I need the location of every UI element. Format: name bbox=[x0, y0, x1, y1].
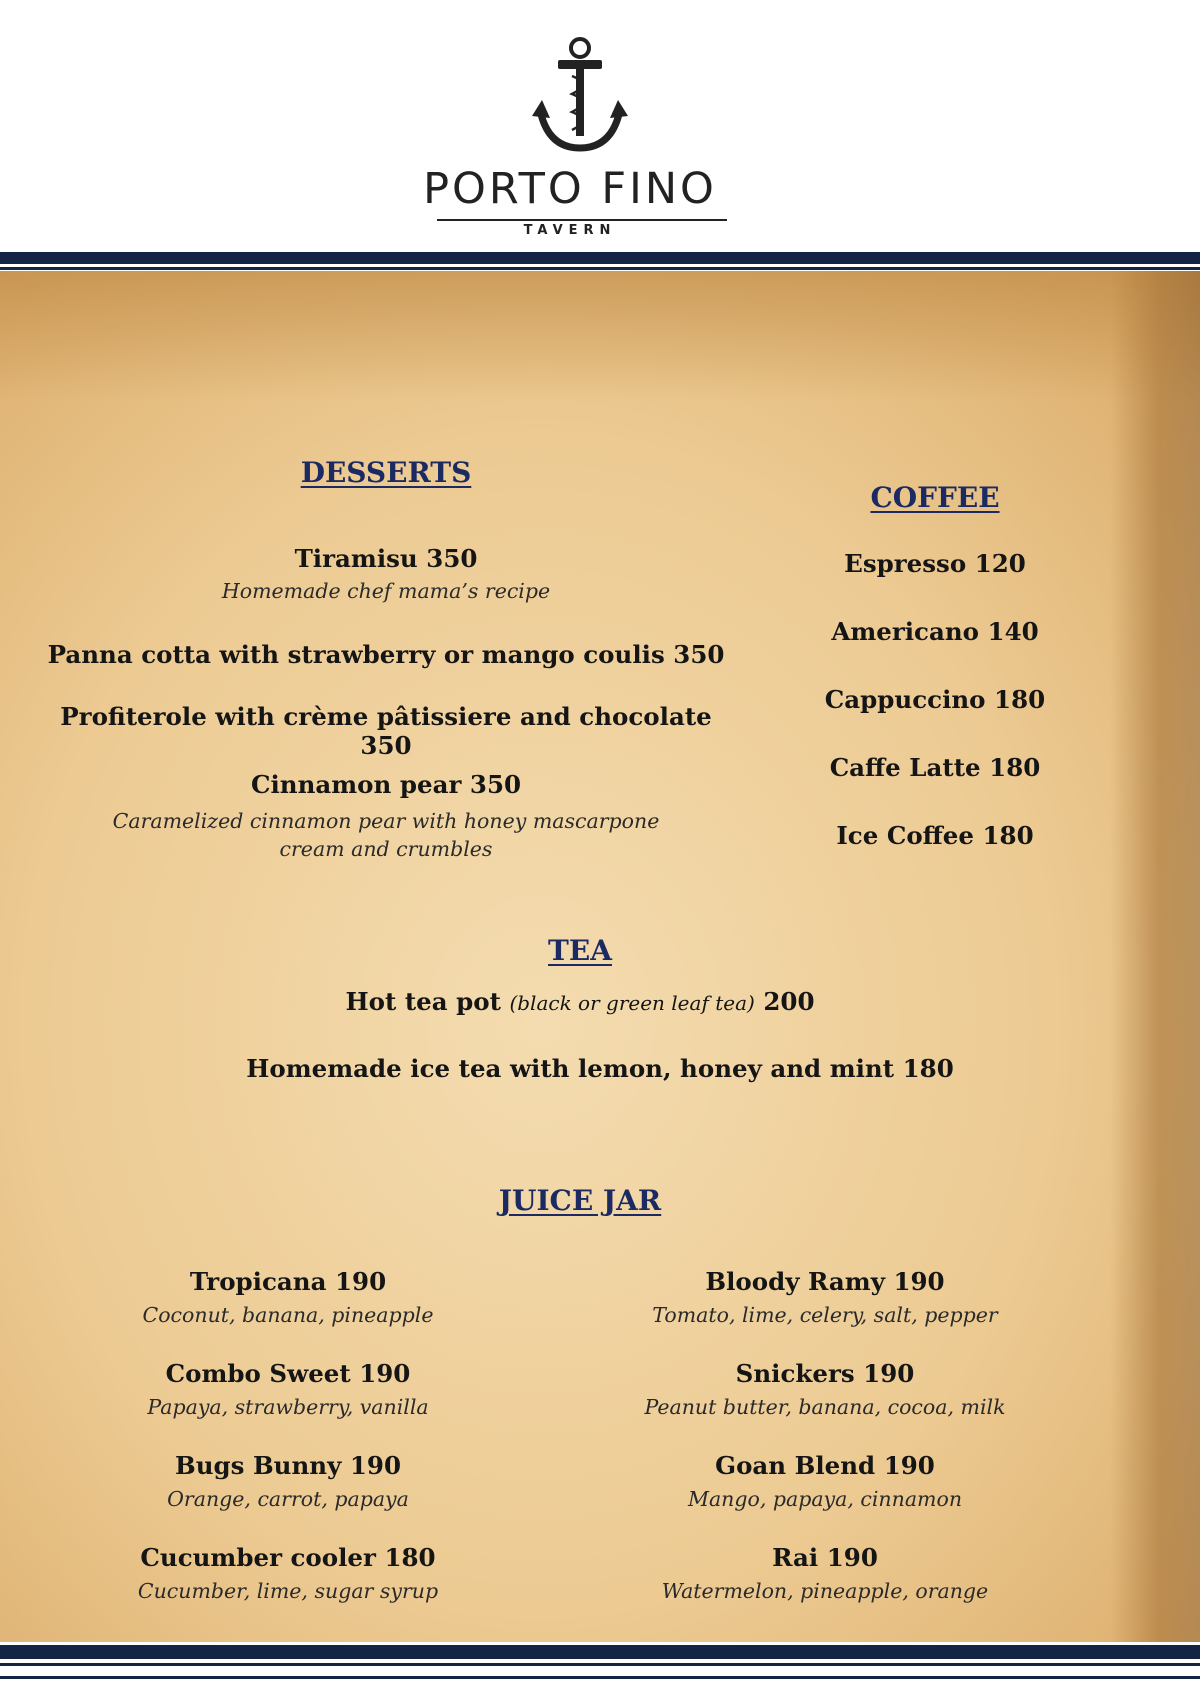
coffee-item: Americano 140 bbox=[831, 617, 1039, 646]
dessert-item-desc: cream and crumbles bbox=[279, 837, 493, 861]
juice-item-name: Combo Sweet 190 bbox=[165, 1359, 411, 1388]
desserts-heading: DESSERTS bbox=[300, 456, 472, 489]
juice-item-desc: Papaya, strawberry, vanilla bbox=[147, 1395, 429, 1419]
juice-item-desc: Orange, carrot, papaya bbox=[167, 1487, 409, 1511]
menu-header bbox=[0, 0, 1200, 250]
juice-item-name: Snickers 190 bbox=[735, 1359, 915, 1388]
top-stripe-thick bbox=[0, 252, 1200, 264]
juice-item-name: Cucumber cooler 180 bbox=[140, 1543, 436, 1572]
dessert-item-desc: Caramelized cinnamon pear with honey mascarpone bbox=[112, 809, 660, 833]
juice-item-name: Bloody Ramy 190 bbox=[705, 1267, 945, 1296]
dessert-item-name: Profiterole with crème pâtissiere and chocolate 350 bbox=[60, 702, 712, 761]
parchment-torn-edge bbox=[1110, 271, 1200, 1642]
juice-item-desc: Tomato, lime, celery, salt, pepper bbox=[652, 1303, 998, 1327]
tea-hot-pot bbox=[200, 987, 960, 1016]
bottom-stripe-thin-2 bbox=[0, 1676, 1200, 1679]
coffee-heading: COFFEE bbox=[870, 481, 1000, 514]
tea-hot-price: 200 bbox=[763, 987, 815, 1016]
dessert-item-desc: Homemade chef mama’s recipe bbox=[221, 579, 551, 603]
brand-subtitle: TAVERN bbox=[523, 223, 617, 238]
dessert-item-name: Tiramisu 350 bbox=[294, 544, 478, 573]
coffee-item: Ice Coffee 180 bbox=[836, 821, 1034, 850]
juice-heading: JUICE JAR bbox=[498, 1184, 662, 1217]
parchment-top-shade bbox=[0, 271, 1200, 401]
tea-hot-name: Hot tea pot bbox=[345, 987, 501, 1016]
brand-name: PORTO FINO bbox=[423, 164, 717, 214]
brand-underline bbox=[437, 219, 727, 221]
juice-item-desc: Mango, papaya, cinnamon bbox=[687, 1487, 963, 1511]
top-stripe-thin bbox=[0, 267, 1200, 270]
juice-item-desc: Peanut butter, banana, cocoa, milk bbox=[644, 1395, 1006, 1419]
juice-item-name: Bugs Bunny 190 bbox=[174, 1451, 402, 1480]
dessert-item-name: Panna cotta with strawberry or mango coulis 350 bbox=[47, 640, 725, 669]
tea-ice-item: Homemade ice tea with lemon, honey and mint 180 bbox=[246, 1054, 954, 1083]
juice-item-name: Tropicana 190 bbox=[189, 1267, 387, 1296]
dessert-item-name: Cinnamon pear 350 bbox=[250, 770, 522, 799]
juice-item-name: Goan Blend 190 bbox=[715, 1451, 935, 1480]
coffee-item: Espresso 120 bbox=[844, 549, 1026, 578]
bottom-stripe-thin bbox=[0, 1663, 1200, 1666]
juice-item-desc: Watermelon, pineapple, orange bbox=[661, 1579, 989, 1603]
coffee-item: Caffe Latte 180 bbox=[829, 753, 1041, 782]
juice-item-desc: Coconut, banana, pineapple bbox=[142, 1303, 434, 1327]
anchor-icon bbox=[530, 36, 630, 158]
juice-item-desc: Cucumber, lime, sugar syrup bbox=[137, 1579, 439, 1603]
coffee-item: Cappuccino 180 bbox=[824, 685, 1046, 714]
juice-item-name: Rai 190 bbox=[772, 1543, 878, 1572]
tea-heading: TEA bbox=[548, 934, 612, 967]
tea-hot-desc: (black or green leaf tea) bbox=[509, 991, 755, 1015]
bottom-stripe-thick bbox=[0, 1645, 1200, 1659]
